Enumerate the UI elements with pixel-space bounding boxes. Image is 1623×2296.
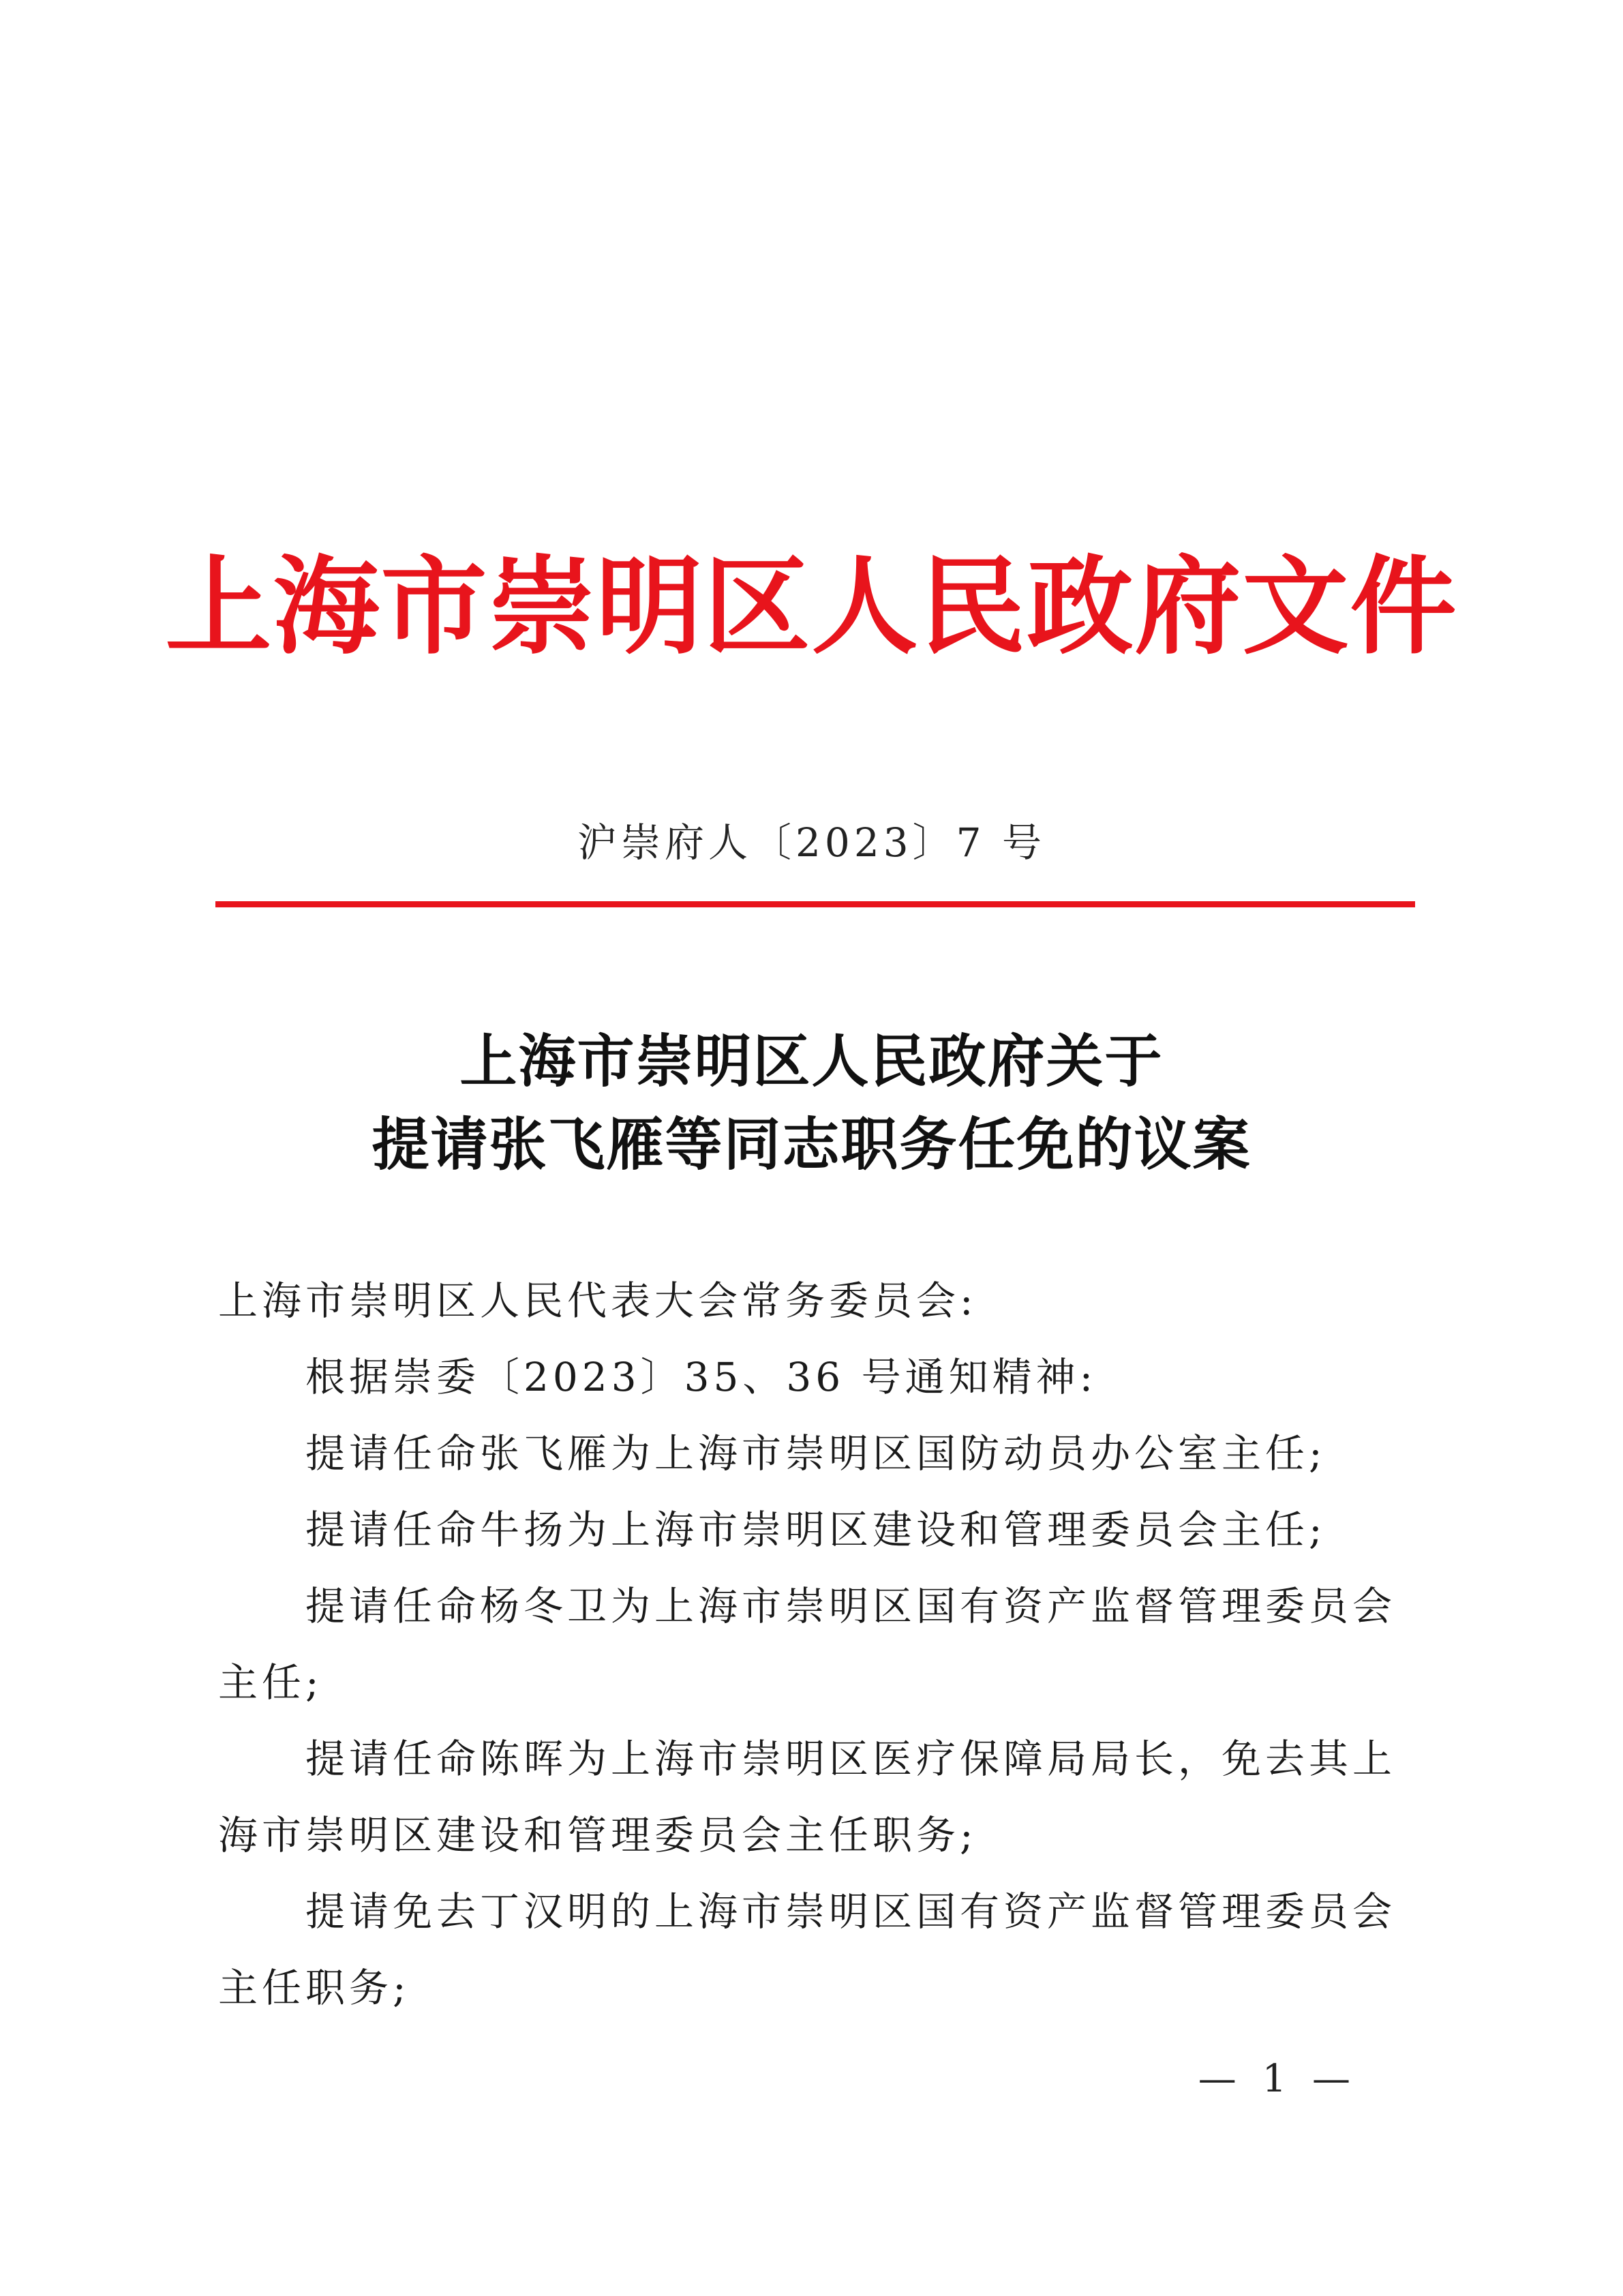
page-number: — 1 —: [1198, 2057, 1357, 2101]
subject-line-2: 提请张飞雁等同志职务任免的议案: [371, 1111, 1252, 1178]
body-paragraph: 提请任命张飞雁为上海市崇明区国防动员办公室主任;: [305, 1430, 1326, 1477]
body-paragraph: 提请任命杨冬卫为上海市崇明区国有资产监督管理委员会主任;: [218, 1583, 1397, 1706]
salutation: 上海市崇明区人民代表大会常务委员会:: [218, 1278, 977, 1324]
body-paragraph: 提请免去丁汉明的上海市崇明区国有资产监督管理委员会主任职务;: [218, 1888, 1397, 2011]
body-paragraph: 根据崇委〔2023〕35、36 号通知精神:: [305, 1354, 1097, 1400]
document-body: [218, 1263, 1425, 2026]
body-paragraph: 提请任命牛扬为上海市崇明区建设和管理委员会主任;: [305, 1507, 1326, 1553]
document-number: 沪崇府人〔2023〕7 号: [577, 819, 1046, 866]
subject-line-1: 上海市崇明区人民政府关于: [459, 1028, 1164, 1095]
body-paragraph: 提请任命陈晖为上海市崇明区医疗保障局局长，免去其上海市崇明区建设和管理委员会主任职务;: [218, 1736, 1397, 1858]
document-subject: [0, 1020, 1623, 1186]
document-header-title: 上海市崇明区人民政府文件: [165, 545, 1458, 669]
header-red-rule: [215, 901, 1415, 907]
